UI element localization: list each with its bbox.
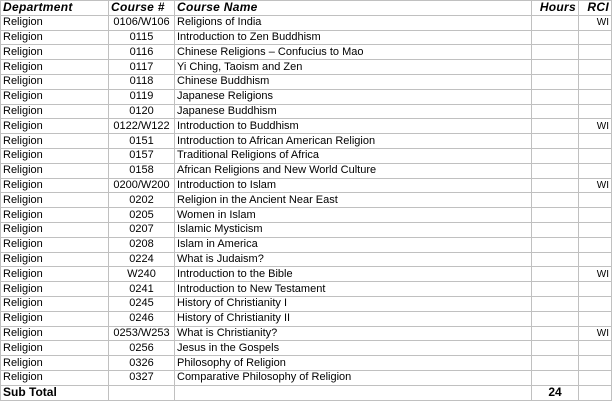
cell-course-number[interactable]: 0256 — [109, 341, 175, 356]
table-row — [1, 30, 612, 45]
table-row — [1, 178, 612, 193]
cell-rci[interactable] — [579, 89, 612, 104]
cell-course-number[interactable]: 0246 — [109, 311, 175, 326]
cell-rci[interactable]: WI — [579, 267, 612, 282]
subtotal-hours[interactable]: 24 — [532, 385, 579, 400]
cell-hours[interactable] — [532, 30, 579, 45]
cell-department[interactable]: Religion — [1, 178, 109, 193]
cell-course-name[interactable]: Philosophy of Religion — [175, 356, 532, 371]
cell-course-number[interactable]: 0120 — [109, 104, 175, 119]
table-row — [1, 119, 612, 134]
cell-course-number[interactable]: 0253/W253 — [109, 326, 175, 341]
cell-department[interactable]: Religion — [1, 119, 109, 134]
cell-rci[interactable] — [579, 30, 612, 45]
cell-course-name[interactable]: Introduction to African American Religion — [175, 134, 532, 149]
cell-department[interactable]: Religion — [1, 296, 109, 311]
table-row — [1, 370, 612, 385]
cell-hours[interactable] — [532, 134, 579, 149]
cell-course-number[interactable]: 0326 — [109, 356, 175, 371]
cell-course-number[interactable]: 0327 — [109, 370, 175, 385]
cell-course-name[interactable]: Introduction to Buddhism — [175, 119, 532, 134]
cell-hours[interactable] — [532, 222, 579, 237]
cell-department[interactable]: Religion — [1, 104, 109, 119]
table-row — [1, 267, 612, 282]
cell-course-name[interactable]: What is Judaism? — [175, 252, 532, 267]
header-course-number[interactable]: Course # — [109, 1, 175, 16]
cell-rci[interactable] — [579, 104, 612, 119]
table-row — [1, 104, 612, 119]
cell-hours[interactable] — [532, 89, 579, 104]
cell-course-number[interactable]: 0241 — [109, 282, 175, 297]
cell-department[interactable]: Religion — [1, 326, 109, 341]
table-row — [1, 163, 612, 178]
cell-hours[interactable] — [532, 148, 579, 163]
cell-course-number[interactable]: 0119 — [109, 89, 175, 104]
cell-rci[interactable]: WI — [579, 178, 612, 193]
cell-course-name[interactable]: African Religions and New World Culture — [175, 163, 532, 178]
cell-hours[interactable] — [532, 296, 579, 311]
cell-department[interactable]: Religion — [1, 163, 109, 178]
header-row — [1, 1, 612, 16]
table-row — [1, 252, 612, 267]
cell-course-name[interactable]: Introduction to Zen Buddhism — [175, 30, 532, 45]
cell-course-number[interactable]: 0207 — [109, 222, 175, 237]
cell-rci[interactable] — [579, 237, 612, 252]
cell-course-number[interactable]: 0200/W200 — [109, 178, 175, 193]
cell-hours[interactable] — [532, 163, 579, 178]
cell-rci[interactable]: WI — [579, 326, 612, 341]
cell-course-name[interactable]: Introduction to New Testament — [175, 282, 532, 297]
cell-course-number[interactable]: 0116 — [109, 45, 175, 60]
cell-rci[interactable] — [579, 370, 612, 385]
cell-rci[interactable] — [579, 45, 612, 60]
table-row — [1, 282, 612, 297]
cell-course-number[interactable]: 0202 — [109, 193, 175, 208]
cell-course-number[interactable]: W240 — [109, 267, 175, 282]
cell-department[interactable]: Religion — [1, 74, 109, 89]
cell-rci[interactable] — [579, 193, 612, 208]
cell-rci[interactable]: WI — [579, 15, 612, 30]
cell-course-name[interactable]: Yi Ching, Taoism and Zen — [175, 60, 532, 75]
cell-hours[interactable] — [532, 208, 579, 223]
cell-hours[interactable] — [532, 15, 579, 30]
cell-hours[interactable] — [532, 341, 579, 356]
subtotal-label[interactable]: Sub Total — [1, 385, 109, 400]
cell-course-name[interactable]: Japanese Religions — [175, 89, 532, 104]
table-row — [1, 60, 612, 75]
cell-course-number[interactable]: 0151 — [109, 134, 175, 149]
cell-rci[interactable] — [579, 311, 612, 326]
cell-rci[interactable] — [579, 252, 612, 267]
cell-department[interactable]: Religion — [1, 89, 109, 104]
cell-course-name[interactable]: Introduction to the Bible — [175, 267, 532, 282]
cell-course-name[interactable]: Religion in the Ancient Near East — [175, 193, 532, 208]
cell-department[interactable]: Religion — [1, 134, 109, 149]
table-row — [1, 89, 612, 104]
cell-course-number[interactable]: 0118 — [109, 74, 175, 89]
cell-department[interactable]: Religion — [1, 30, 109, 45]
cell-department[interactable]: Religion — [1, 282, 109, 297]
cell-course-name[interactable]: Islam in America — [175, 237, 532, 252]
cell-hours[interactable] — [532, 45, 579, 60]
cell-hours[interactable] — [532, 252, 579, 267]
cell-rci[interactable] — [579, 341, 612, 356]
cell-course-number[interactable]: 0117 — [109, 60, 175, 75]
cell-hours[interactable] — [532, 104, 579, 119]
table-row — [1, 326, 612, 341]
cell-rci[interactable] — [579, 282, 612, 297]
cell-department[interactable]: Religion — [1, 311, 109, 326]
header-hours[interactable]: Hours — [532, 1, 579, 16]
cell-course-number[interactable]: 0224 — [109, 252, 175, 267]
cell-department[interactable]: Religion — [1, 208, 109, 223]
table-row — [1, 74, 612, 89]
cell-course-name[interactable]: Jesus in the Gospels — [175, 341, 532, 356]
table-row — [1, 45, 612, 60]
cell-course-number[interactable]: 0157 — [109, 148, 175, 163]
cell-course-name[interactable]: What is Christianity? — [175, 326, 532, 341]
cell-rci[interactable] — [579, 134, 612, 149]
table-row — [1, 148, 612, 163]
cell-course-name[interactable]: Traditional Religions of Africa — [175, 148, 532, 163]
cell-hours[interactable] — [532, 370, 579, 385]
cell-rci[interactable] — [579, 296, 612, 311]
cell-hours[interactable] — [532, 356, 579, 371]
cell-hours[interactable] — [532, 282, 579, 297]
header-rci[interactable]: RCI — [579, 1, 612, 16]
table-row — [1, 296, 612, 311]
table-row — [1, 15, 612, 30]
cell-rci[interactable] — [579, 148, 612, 163]
cell-rci[interactable] — [579, 163, 612, 178]
cell-department[interactable]: Religion — [1, 60, 109, 75]
cell-hours[interactable] — [532, 326, 579, 341]
cell-department[interactable]: Religion — [1, 267, 109, 282]
subtotal-empty-cell[interactable] — [579, 385, 612, 400]
cell-hours[interactable] — [532, 193, 579, 208]
cell-rci[interactable] — [579, 356, 612, 371]
table-row — [1, 222, 612, 237]
cell-hours[interactable] — [532, 60, 579, 75]
table-row — [1, 208, 612, 223]
cell-department[interactable]: Religion — [1, 237, 109, 252]
cell-department[interactable]: Religion — [1, 15, 109, 30]
cell-rci[interactable] — [579, 74, 612, 89]
cell-course-name[interactable]: Islamic Mysticism — [175, 222, 532, 237]
header-course-name[interactable]: Course Name — [175, 1, 532, 16]
cell-rci[interactable] — [579, 222, 612, 237]
cell-department[interactable]: Religion — [1, 252, 109, 267]
table-row — [1, 237, 612, 252]
cell-department[interactable]: Religion — [1, 341, 109, 356]
cell-department[interactable]: Religion — [1, 193, 109, 208]
cell-hours[interactable] — [532, 178, 579, 193]
cell-hours[interactable] — [532, 119, 579, 134]
cell-course-name[interactable]: Comparative Philosophy of Religion — [175, 370, 532, 385]
table-row — [1, 311, 612, 326]
cell-rci[interactable] — [579, 60, 612, 75]
cell-department[interactable]: Religion — [1, 222, 109, 237]
table-row — [1, 356, 612, 371]
cell-department[interactable]: Religion — [1, 356, 109, 371]
cell-course-name[interactable]: History of Christianity II — [175, 311, 532, 326]
cell-rci[interactable] — [579, 208, 612, 223]
header-department[interactable]: Department — [1, 1, 109, 16]
table-row — [1, 193, 612, 208]
cell-department[interactable]: Religion — [1, 370, 109, 385]
table-row — [1, 341, 612, 356]
cell-course-number[interactable]: 0115 — [109, 30, 175, 45]
subtotal-empty-cell[interactable] — [109, 385, 175, 400]
cell-course-number[interactable]: 0245 — [109, 296, 175, 311]
cell-course-number[interactable]: 0122/W122 — [109, 119, 175, 134]
cell-department[interactable]: Religion — [1, 45, 109, 60]
cell-course-name[interactable]: Chinese Religions – Confucius to Mao — [175, 45, 532, 60]
cell-course-number[interactable]: 0208 — [109, 237, 175, 252]
cell-hours[interactable] — [532, 74, 579, 89]
cell-course-name[interactable]: Japanese Buddhism — [175, 104, 532, 119]
cell-course-name[interactable]: Chinese Buddhism — [175, 74, 532, 89]
cell-course-name[interactable]: Introduction to Islam — [175, 178, 532, 193]
cell-hours[interactable] — [532, 311, 579, 326]
subtotal-row — [1, 385, 612, 400]
cell-course-name[interactable]: Women in Islam — [175, 208, 532, 223]
cell-course-name[interactable]: Religions of India — [175, 15, 532, 30]
subtotal-empty-cell[interactable] — [175, 385, 532, 400]
cell-course-number[interactable]: 0205 — [109, 208, 175, 223]
cell-course-number[interactable]: 0158 — [109, 163, 175, 178]
cell-course-name[interactable]: History of Christianity I — [175, 296, 532, 311]
cell-hours[interactable] — [532, 237, 579, 252]
cell-course-number[interactable]: 0106/W106 — [109, 15, 175, 30]
cell-hours[interactable] — [532, 267, 579, 282]
table-row — [1, 134, 612, 149]
cell-rci[interactable]: WI — [579, 119, 612, 134]
cell-department[interactable]: Religion — [1, 148, 109, 163]
